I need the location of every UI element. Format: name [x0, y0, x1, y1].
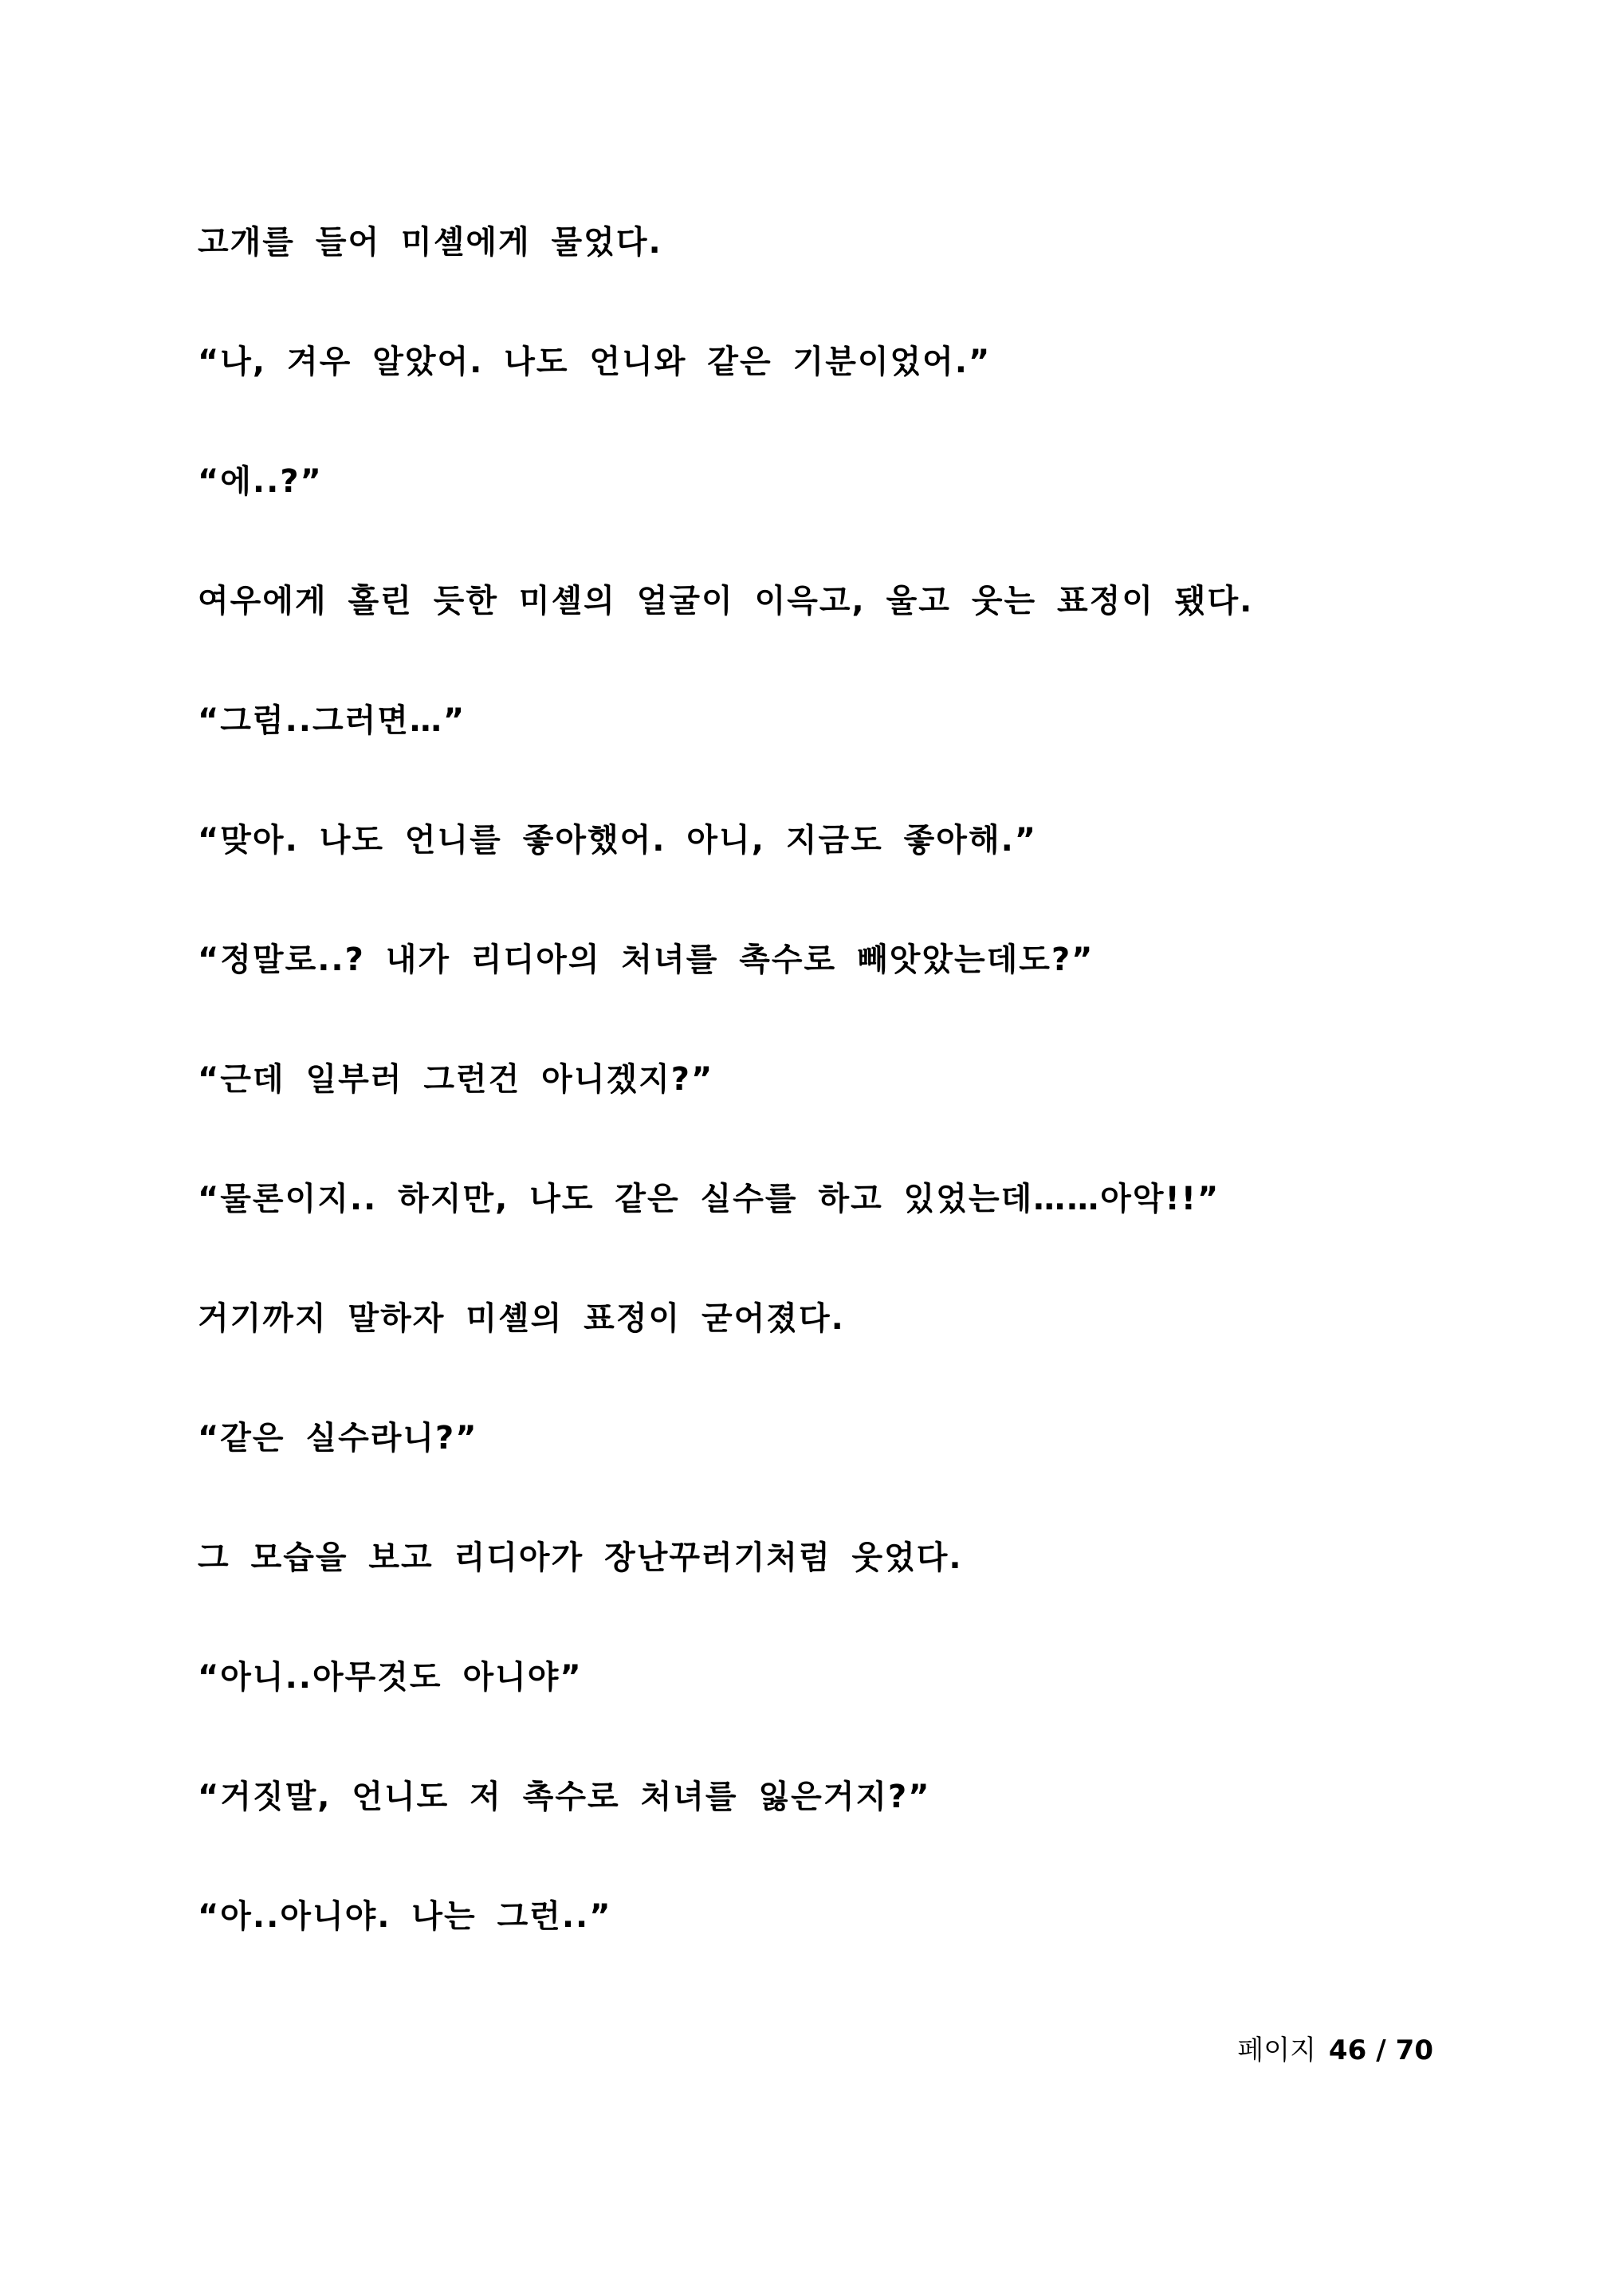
page-label: 페이지 [1237, 2035, 1316, 2066]
paragraph: 고개를 들어 미셸에게 물었다. [198, 224, 662, 261]
paragraph: “아..아니야. 나는 그런..” [198, 1898, 612, 1935]
paragraph: “물론이지.. 하지만, 나도 같은 실수를 하고 있었는데……아악!!” [198, 1181, 1220, 1217]
paragraph: 여우에게 홀린 듯한 미셸의 얼굴이 이윽고, 울고 웃는 표정이 됐다. [198, 583, 1254, 619]
paragraph: “정말로..? 내가 리디아의 처녀를 촉수로 빼앗았는데도?” [198, 942, 1094, 978]
paragraph: “그럼..그러면…” [198, 702, 466, 739]
paragraph: “나, 겨우 알았어. 나도 언니와 같은 기분이었어.” [198, 344, 992, 380]
paragraph: 거기까지 말하자 미셸의 표정이 굳어졌다. [198, 1300, 845, 1337]
current-page-number: 46 [1328, 2035, 1367, 2066]
paragraph: “거짓말, 언니도 저 촉수로 처녀를 잃은거지?” [198, 1779, 931, 1815]
paragraph: 그 모습을 보고 리디아가 장난꾸러기처럼 웃었다. [198, 1539, 963, 1576]
paragraph: “아니..아무것도 아니야” [198, 1659, 583, 1696]
paragraph: “에..?” [198, 463, 323, 500]
page-separator: / [1376, 2035, 1386, 2066]
page-body [198, 210, 1441, 2004]
paragraph: “근데 일부러 그런건 아니겠지?” [198, 1061, 714, 1098]
total-page-count: 70 [1395, 2035, 1433, 2066]
paragraph: “맞아. 나도 언니를 좋아했어. 아니, 지금도 좋아해.” [198, 822, 1038, 859]
paragraph: “같은 실수라니?” [198, 1420, 478, 1457]
page-number-footer [1237, 2035, 1433, 2066]
